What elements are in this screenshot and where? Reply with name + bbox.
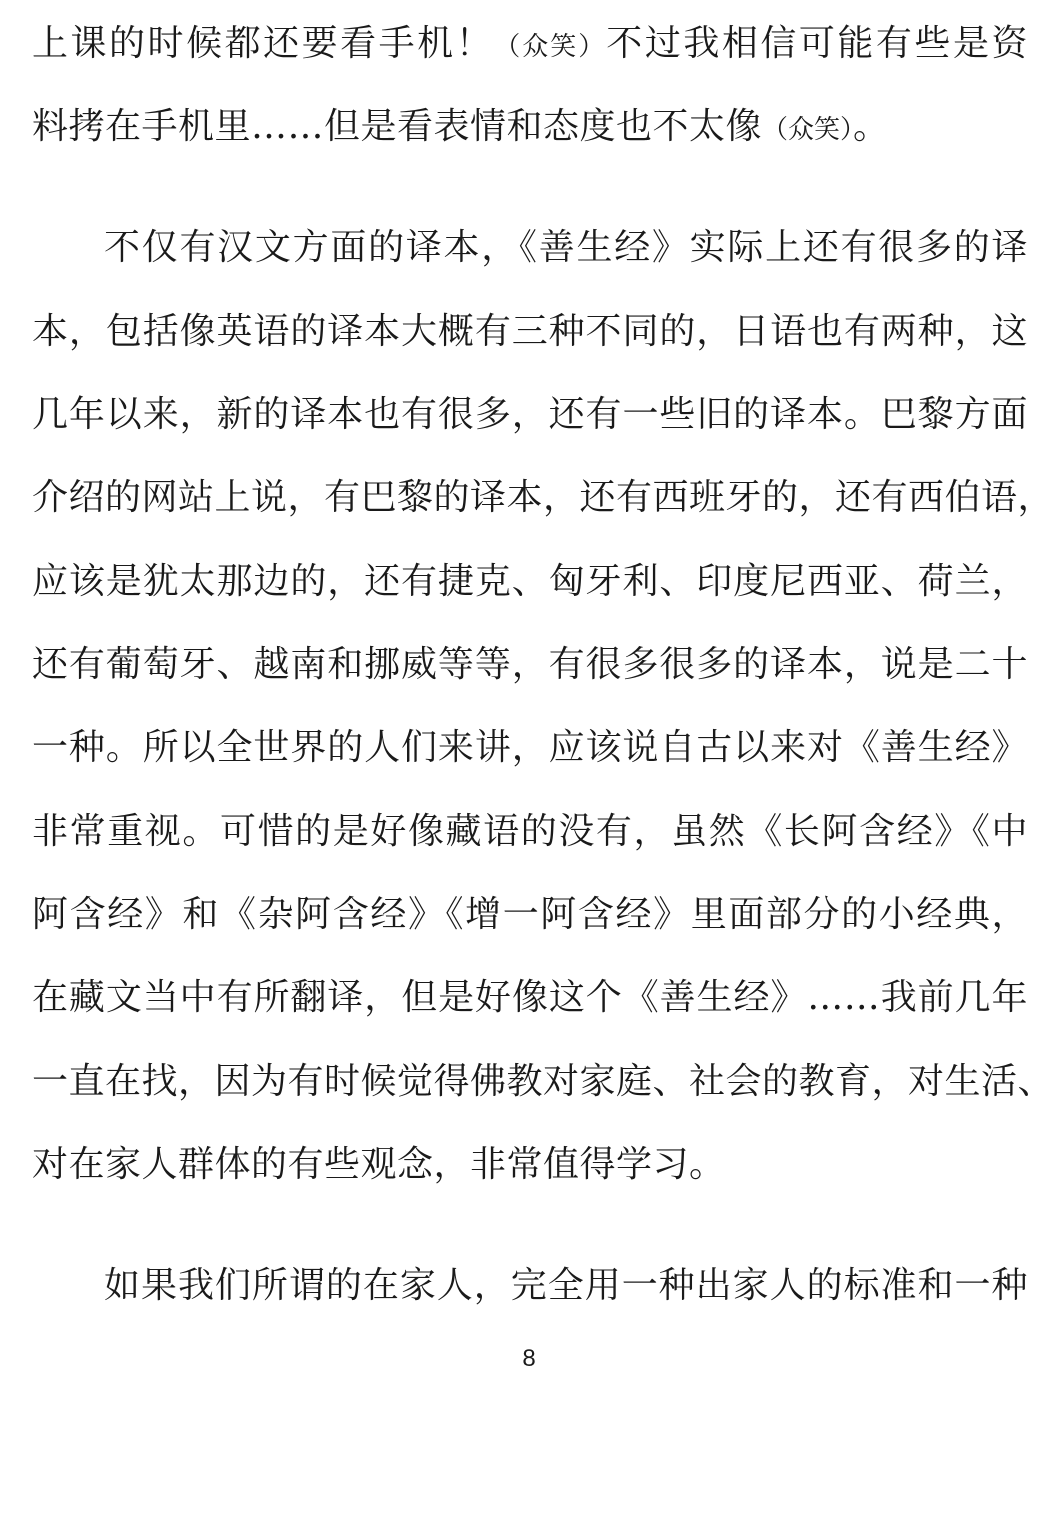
- laughter-note: （众笑）: [494, 32, 607, 62]
- paragraph-line: [32, 105, 890, 149]
- text-segment: 上课的时候都还要看手机！: [32, 23, 495, 64]
- paragraph-line: 几年以来，新的译本也有很多，还有一些旧的译本。巴黎方面: [32, 394, 1028, 435]
- page-number: 8: [522, 1345, 536, 1372]
- paragraph-line: 应该是犹太那边的，还有捷克、匈牙利、印度尼西亚、荷兰，: [32, 561, 1028, 602]
- paragraph-line: 不仅有汉文方面的译本，《善生经》实际上还有很多的译: [104, 227, 1028, 268]
- paragraph-line: 本，包括像英语的译本大概有三种不同的，日语也有两种，这: [32, 311, 1028, 352]
- text-segment: 不过我相信可能有些是资: [606, 23, 1028, 64]
- paragraph-line: 一直在找，因为有时候觉得佛教对家庭、社会的教育，对生活、: [32, 1061, 1055, 1102]
- paragraph-line: 阿含经》和《杂阿含经》《增一阿含经》里面部分的小经典，: [32, 894, 1028, 935]
- laughter-note: （众笑）: [762, 115, 854, 145]
- paragraph-line: 一种。所以全世界的人们来讲，应该说自古以来对《善生经》: [32, 727, 1028, 768]
- paragraph-line: [32, 22, 1028, 66]
- paragraph-line: 对在家人群体的有些观念，非常值得学习。: [32, 1144, 726, 1185]
- paragraph-line: 非常重视。可惜的是好像藏语的没有，虽然《长阿含经》《中: [32, 811, 1028, 852]
- text-segment: 料拷在手机里……但是看表情和态度也不太像: [32, 106, 763, 147]
- paragraph-line: 介绍的网站上说，有巴黎的译本，还有西班牙的，还有西伯语，: [32, 477, 1055, 518]
- paragraph-line: 如果我们所谓的在家人，完全用一种出家人的标准和一种: [104, 1265, 1028, 1306]
- paragraph-line: 还有葡萄牙、越南和挪威等等，有很多很多的译本，说是二十: [32, 644, 1028, 685]
- paragraph-line: 在藏文当中有所翻译，但是好像这个《善生经》……我前几年: [32, 977, 1028, 1018]
- text-segment: 。: [853, 106, 890, 147]
